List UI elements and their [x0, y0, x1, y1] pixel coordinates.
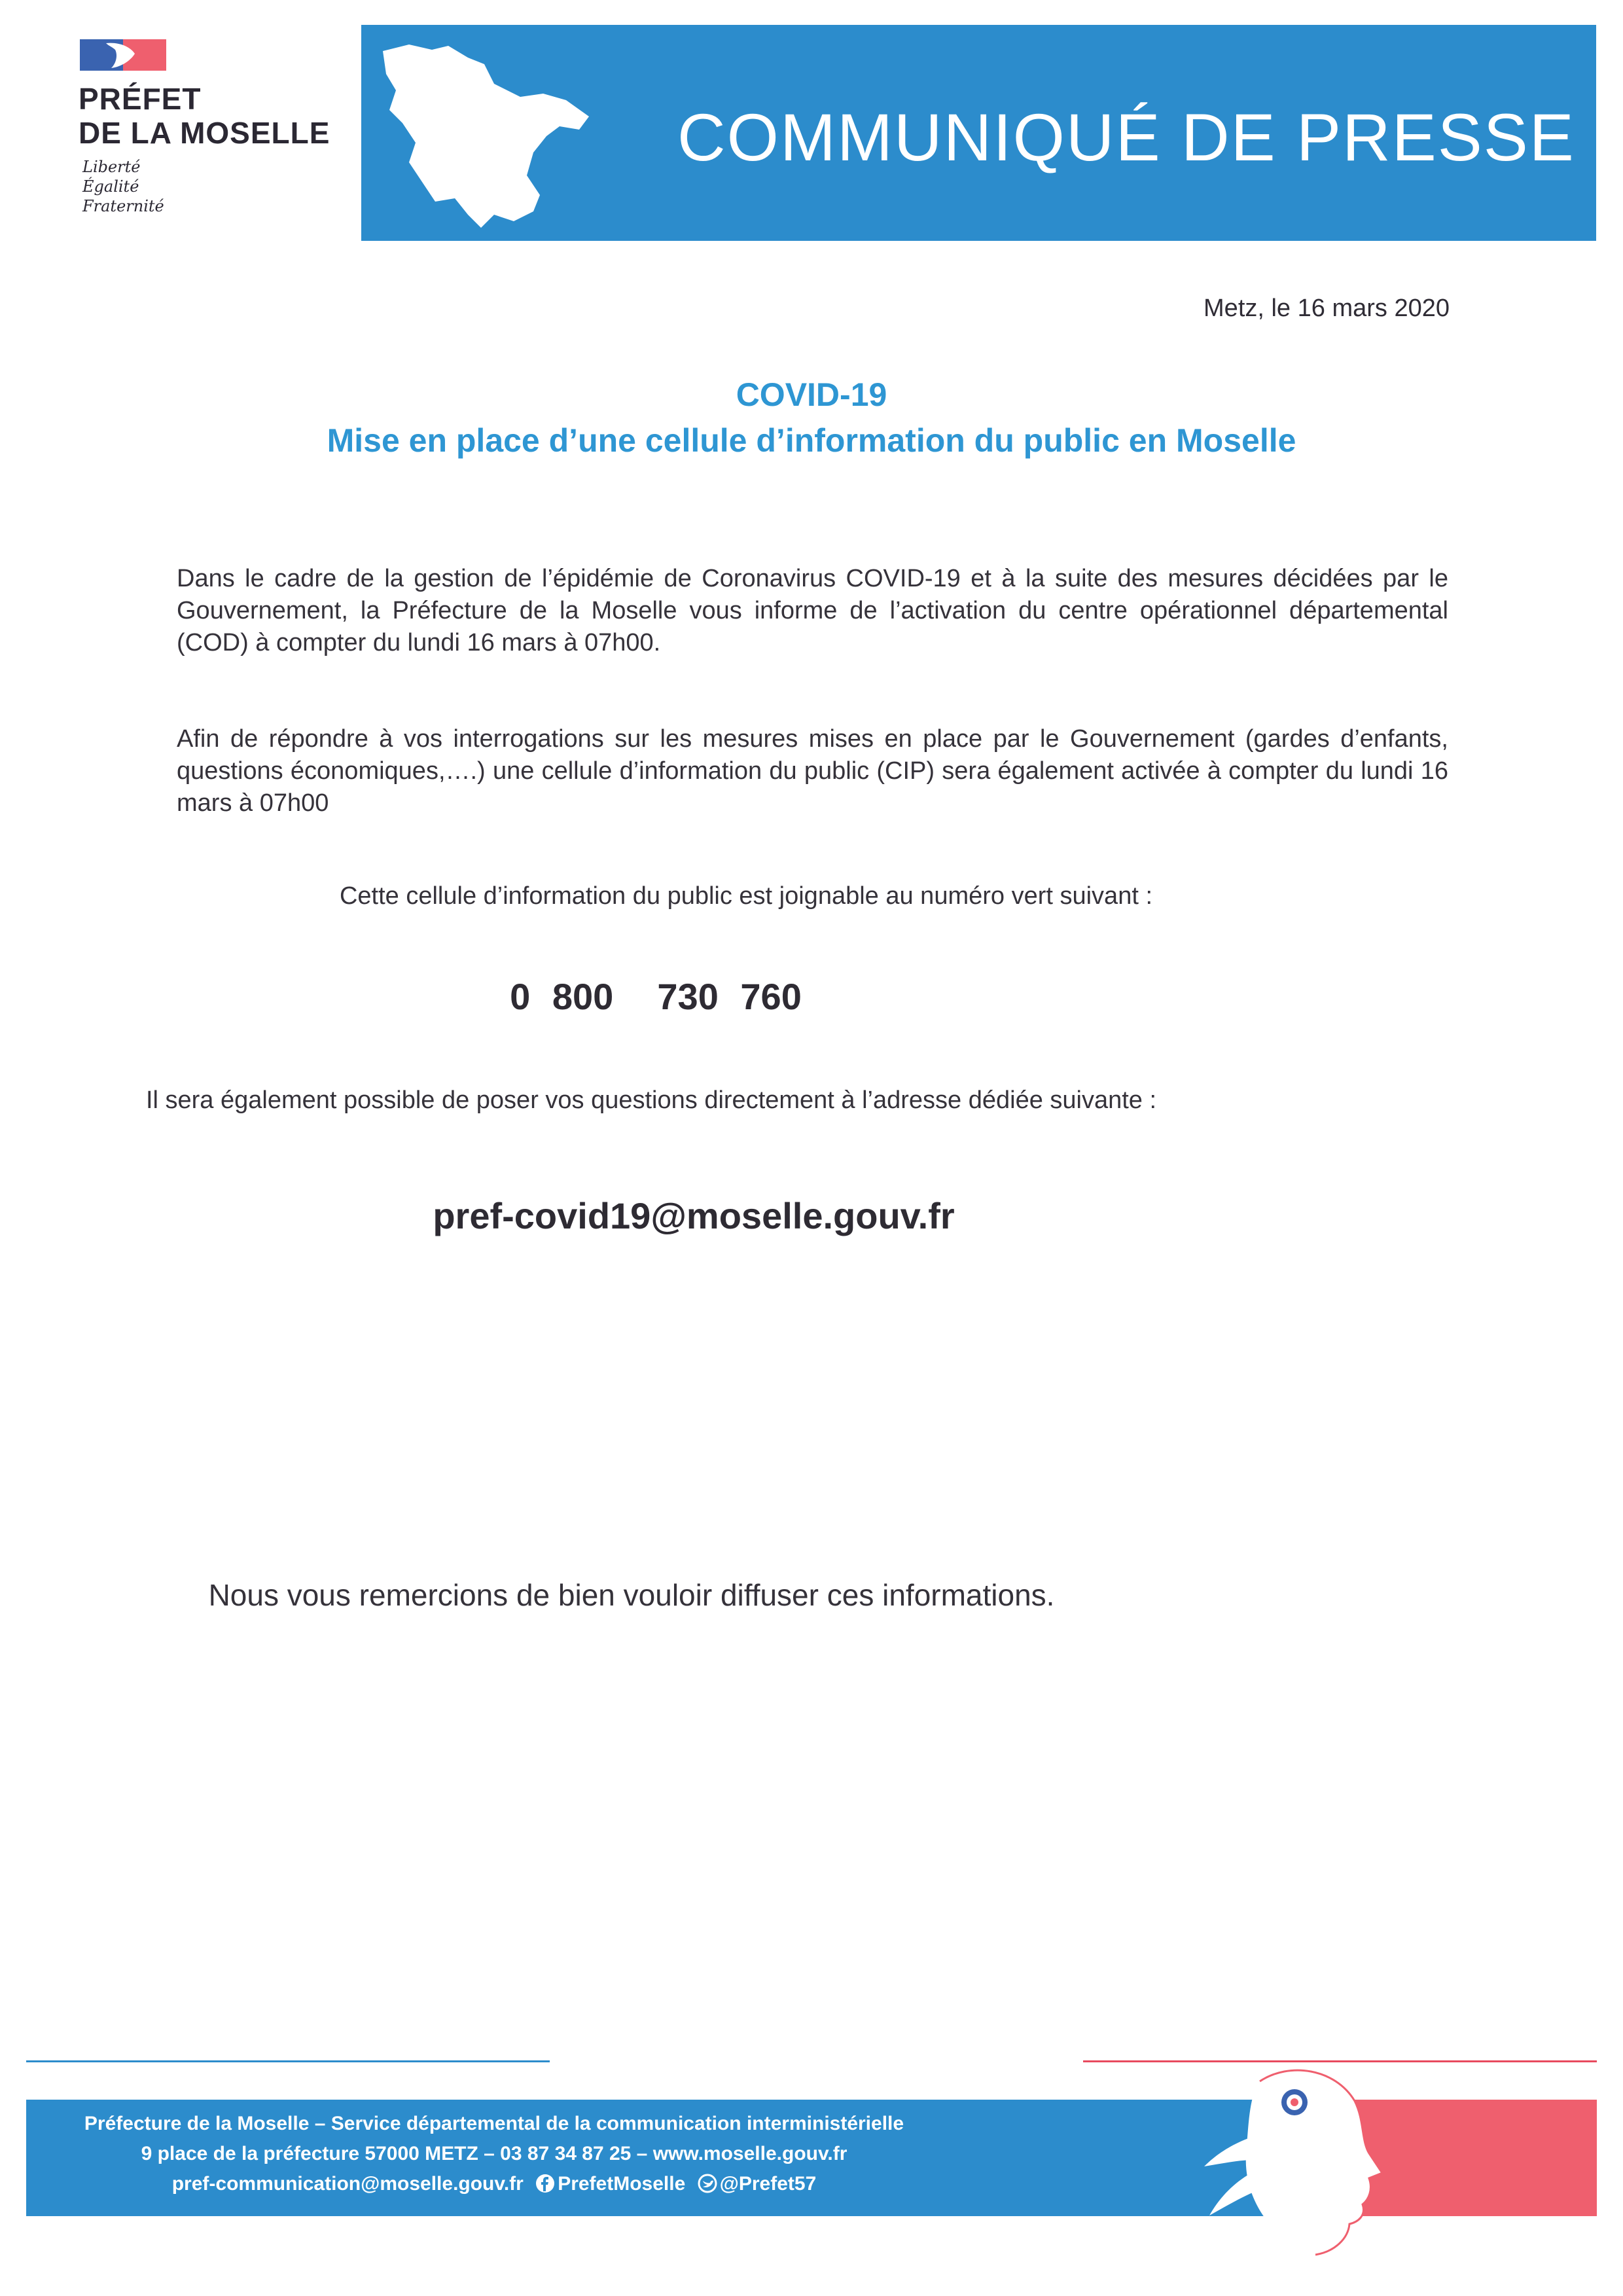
facebook-icon	[535, 2174, 555, 2193]
footer-facebook[interactable]: PrefetMoselle	[558, 2173, 686, 2195]
footer-twitter[interactable]: @Prefet57	[719, 2173, 817, 2195]
marianne-logo-icon	[80, 39, 166, 71]
document-title	[0, 372, 1623, 463]
email-address: pref-covid19@moselle.gouv.fr	[433, 1195, 955, 1236]
title-line2: Mise en place d’une cellule d’information du public en Moselle	[327, 422, 1296, 459]
logo-title-line2: DE LA MOSELLE	[79, 116, 330, 150]
logo-title	[79, 82, 330, 150]
motto-fraternite: Fraternité	[82, 197, 164, 215]
closing-line: Nous vous remercions de bien vouloir diffuser ces informations.	[208, 1578, 1055, 1612]
phone-number: 0 800 730 760	[510, 976, 802, 1017]
date-line: Metz, le 16 mars 2020	[1204, 295, 1450, 322]
footer-line1: Préfecture de la Moselle – Service départemental de la communication interministérielle	[84, 2113, 904, 2134]
logo-title-line1: PRÉFET	[79, 82, 202, 116]
footer-line3	[0, 2169, 1306, 2199]
motto-egalite: Égalité	[82, 177, 139, 196]
paragraph-cip: Afin de répondre à vos interrogations sur les mesures mises en place par le Gouvernement (gardes d’enfants, questions économiques,….) une cellule d’information du public (CIP) sera également activée à compter du lundi 16 mars à 07h00	[177, 725, 1448, 817]
paragraph-cod: Dans le cadre de la gestion de l’épidémie de Coronavirus COVID-19 et à la suite des mesures décidées par le Gouvernement, la Préfecture de la Moselle vous informe de l’activation du centre opérationnel départemental (COD) à compter du lundi 16 mars à 07h00.	[177, 565, 1448, 656]
footer-email[interactable]: pref-communication@moselle.gouv.fr	[171, 2173, 524, 2195]
twitter-icon	[698, 2174, 717, 2193]
footer-line2: 9 place de la préfecture 57000 METZ – 03 87 34 87 25 – www.moselle.gouv.fr	[141, 2143, 847, 2164]
motto-liberte: Liberté	[82, 158, 141, 176]
email-intro: Il sera également possible de poser vos questions directement à l’adresse dédiée suivante :	[145, 1086, 1157, 1114]
footer-divider-blue	[26, 2060, 550, 2062]
header-title: COMMUNIQUÉ DE PRESSE	[677, 100, 1575, 175]
phone-intro: Cette cellule d’information du public est joignable au numéro vert suivant :	[339, 882, 1153, 910]
title-line1: COVID-19	[736, 376, 887, 413]
moselle-map-icon	[370, 38, 605, 234]
logo-motto	[82, 157, 164, 216]
